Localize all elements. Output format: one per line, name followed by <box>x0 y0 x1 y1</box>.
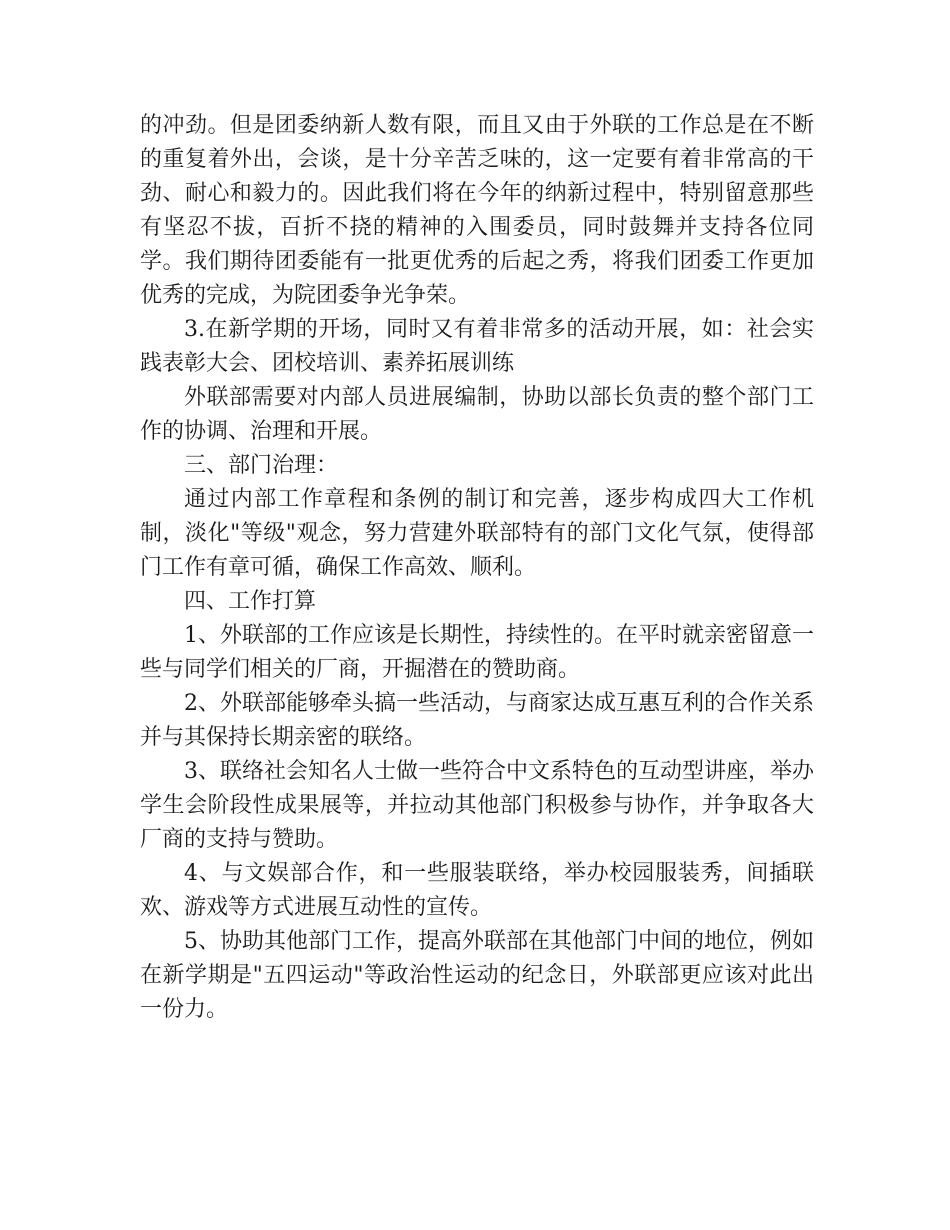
plan-item-4: 4、与文娱部合作，和一些服装联络，举办校园服装秀，间插联欢、游戏等方式进展互动性的宣传。 <box>140 861 814 920</box>
paragraph-continuation: 的冲劲。但是团委纳新人数有限，而且又由于外联的工作总是在不断的重复着外出，会谈，是十分辛苦乏味的，这一定要有着非常高的干劲、耐心和毅力的。因此我们将在今年的纳新过程中，特别留意那些有坚忍不拔，百折不挠的精神的入围委员，同时鼓舞并支持各位同学。我们期待团委能有一批更优秀的后起之秀，将我们团委工作更加优秀的完成，为院团委争光争荣。 <box>140 113 814 308</box>
section-heading-management: 三、部门治理： <box>184 453 339 478</box>
paragraph-management: 通过内部工作章程和条例的制订和完善，逐步构成四大工作机制，淡化"等级"观念，努力营建外联部特有的部门文化气氛，使得部门工作有章可循，确保工作高效、顺利。 <box>140 487 814 580</box>
section-heading-work-plan: 四、工作打算 <box>184 589 317 614</box>
plan-item-1: 1、外联部的工作应该是长期性，持续性的。在平时就亲密留意一些与同学们相关的厂商，开掘潜在的赞助商。 <box>140 623 814 682</box>
plan-item-2: 2、外联部能够牵头搞一些活动，与商家达成互惠互利的合作关系并与其保持长期亲密的联络。 <box>140 691 814 750</box>
paragraph-item-3: 3.在新学期的开场，同时又有着非常多的活动开展，如：社会实践表彰大会、团校培训、素养拓展训练 <box>140 317 814 376</box>
paragraph-staffing: 外联部需要对内部人员进展编制，协助以部长负责的整个部门工作的协调、治理和开展。 <box>140 385 814 444</box>
document-body <box>140 109 814 1027</box>
plan-item-5: 5、协助其他部门工作，提高外联部在其他部门中间的地位，例如在新学期是"五四运动"等政治性运动的纪念日，外联部更应该对此出一份力。 <box>140 929 814 1022</box>
plan-item-3: 3、联络社会知名人士做一些符合中文系特色的互动型讲座，举办学生会阶段性成果展等，并拉动其他部门积极参与协作，并争取各大厂商的支持与赞助。 <box>140 759 814 852</box>
